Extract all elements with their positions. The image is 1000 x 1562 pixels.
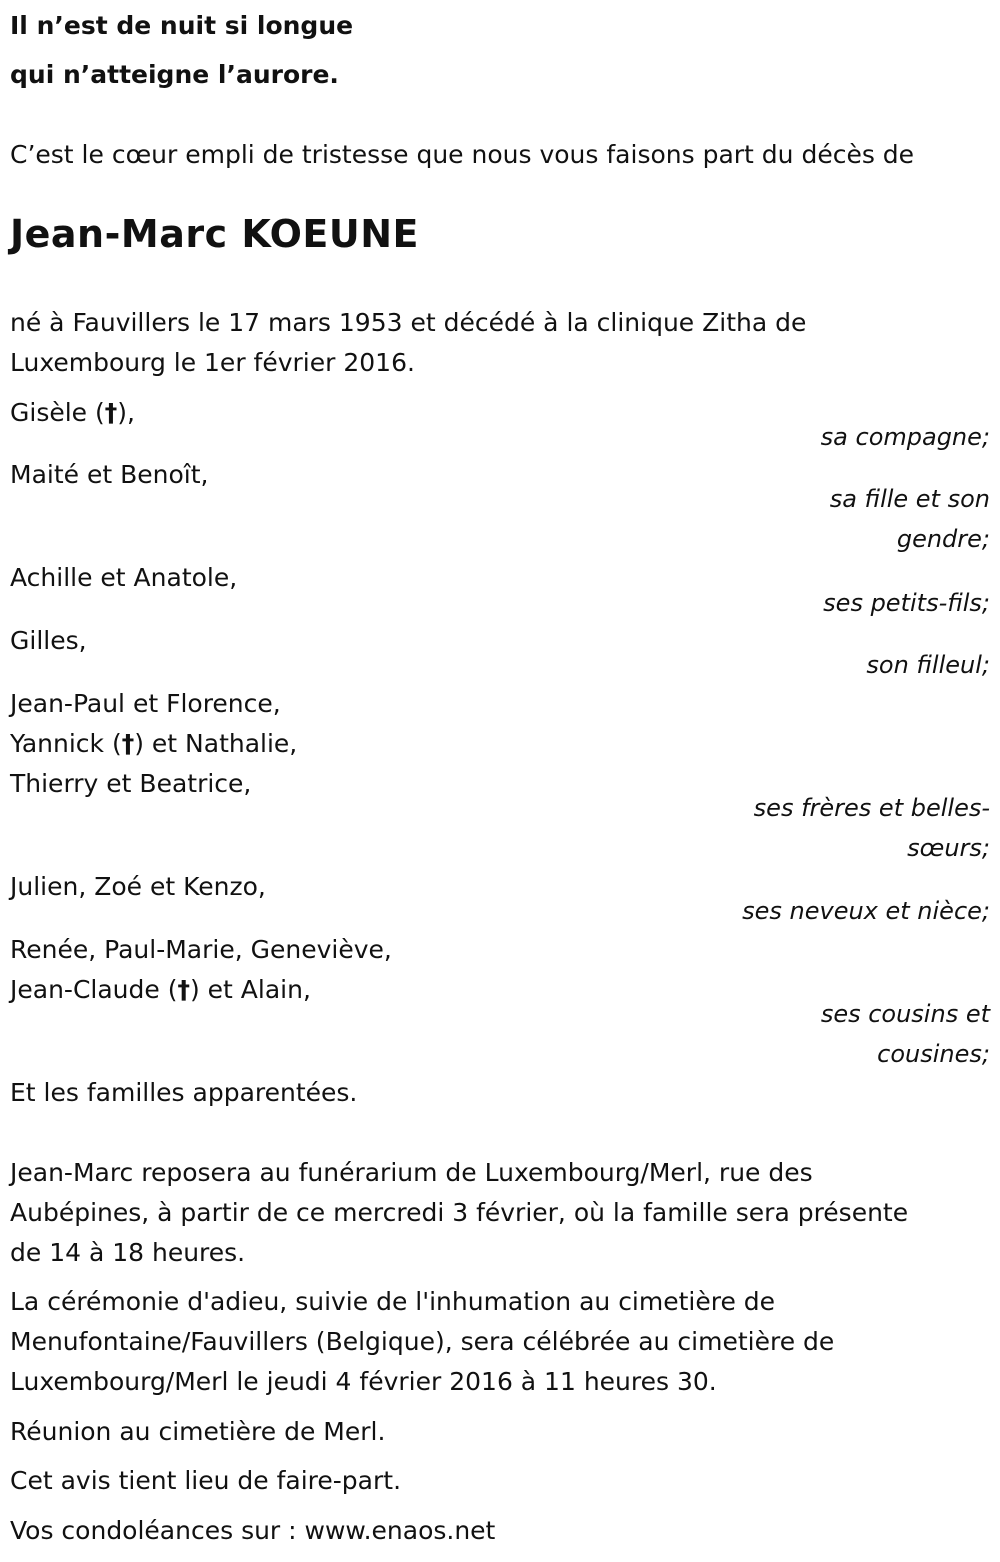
siblings-line-3: Thierry et Beatrice, <box>10 769 252 798</box>
quote-line-2: qui n’atteigne l’aurore. <box>10 60 339 89</box>
rest-line-3: de 14 à 18 heures. <box>10 1238 246 1267</box>
rest-line-1: Jean-Marc reposera au funérarium de Luxembourg/Merl, rue des <box>10 1158 813 1187</box>
ceremony-line-2: Menufontaine/Fauvillers (Belgique), sera célébrée au cimetière de <box>10 1327 835 1356</box>
yannick-suffix: ) et Nathalie, <box>134 729 298 758</box>
family-maite: Maité et Benoît, <box>10 460 209 489</box>
relation-cousins-2: cousines; <box>877 1040 990 1068</box>
gisele-suffix: ), <box>117 398 135 427</box>
relation-nephews: ses neveux et nièce; <box>742 897 990 925</box>
yannick-name: Yannick ( <box>10 729 122 758</box>
relation-daughter-2: gendre; <box>896 525 990 553</box>
ceremony-line-3: Luxembourg/Merl le jeudi 4 février 2016 à 11 heures 30. <box>10 1367 717 1396</box>
relation-grandsons: ses petits-fils; <box>823 589 990 617</box>
family-nephews: Julien, Zoé et Kenzo, <box>10 872 266 901</box>
rest-line-2: Aubépines, à partir de ce mercredi 3 février, où la famille sera présente <box>10 1198 909 1227</box>
cousins-line-1: Renée, Paul-Marie, Geneviève, <box>10 935 392 964</box>
related-families: Et les familles apparentées. <box>10 1078 358 1107</box>
quote-line-1: Il n’est de nuit si longue <box>10 11 354 40</box>
relation-godson: son filleul; <box>866 651 990 679</box>
birth-death-line-2: Luxembourg le 1er février 2016. <box>10 348 415 377</box>
family-gisele <box>10 393 135 433</box>
relation-companion: sa compagne; <box>820 423 990 451</box>
family-achille: Achille et Anatole, <box>10 563 238 592</box>
family-gilles: Gilles, <box>10 626 87 655</box>
notice-text: Cet avis tient lieu de faire-part. <box>10 1466 402 1495</box>
ceremony-line-1: La cérémonie d'adieu, suivie de l'inhumation au cimetière de <box>10 1287 776 1316</box>
relation-siblings-1: ses frères et belles- <box>753 794 990 822</box>
cross-icon: † <box>104 398 118 427</box>
cousins-line-2 <box>10 970 311 1010</box>
deceased-name: Jean-Marc KOEUNE <box>10 212 419 256</box>
reunion-text: Réunion au cimetière de Merl. <box>10 1417 386 1446</box>
intro-text: C’est le cœur empli de tristesse que nous vous faisons part du décès de <box>10 140 915 169</box>
jean-claude-name: Jean-Claude ( <box>10 975 178 1004</box>
relation-cousins-1: ses cousins et <box>820 1000 990 1028</box>
relation-daughter-1: sa fille et son <box>829 485 990 513</box>
cross-icon: † <box>121 729 135 758</box>
birth-death-line-1: né à Fauvillers le 17 mars 1953 et décédé à la clinique Zitha de <box>10 308 807 337</box>
relation-siblings-2: sœurs; <box>907 834 990 862</box>
siblings-line-2 <box>10 724 297 764</box>
siblings-line-1: Jean-Paul et Florence, <box>10 689 281 718</box>
gisele-name: Gisèle ( <box>10 398 105 427</box>
cross-icon: † <box>177 975 190 1004</box>
jean-claude-suffix: ) et Alain, <box>189 975 311 1004</box>
condolences-text: Vos condoléances sur : www.enaos.net <box>10 1516 496 1545</box>
